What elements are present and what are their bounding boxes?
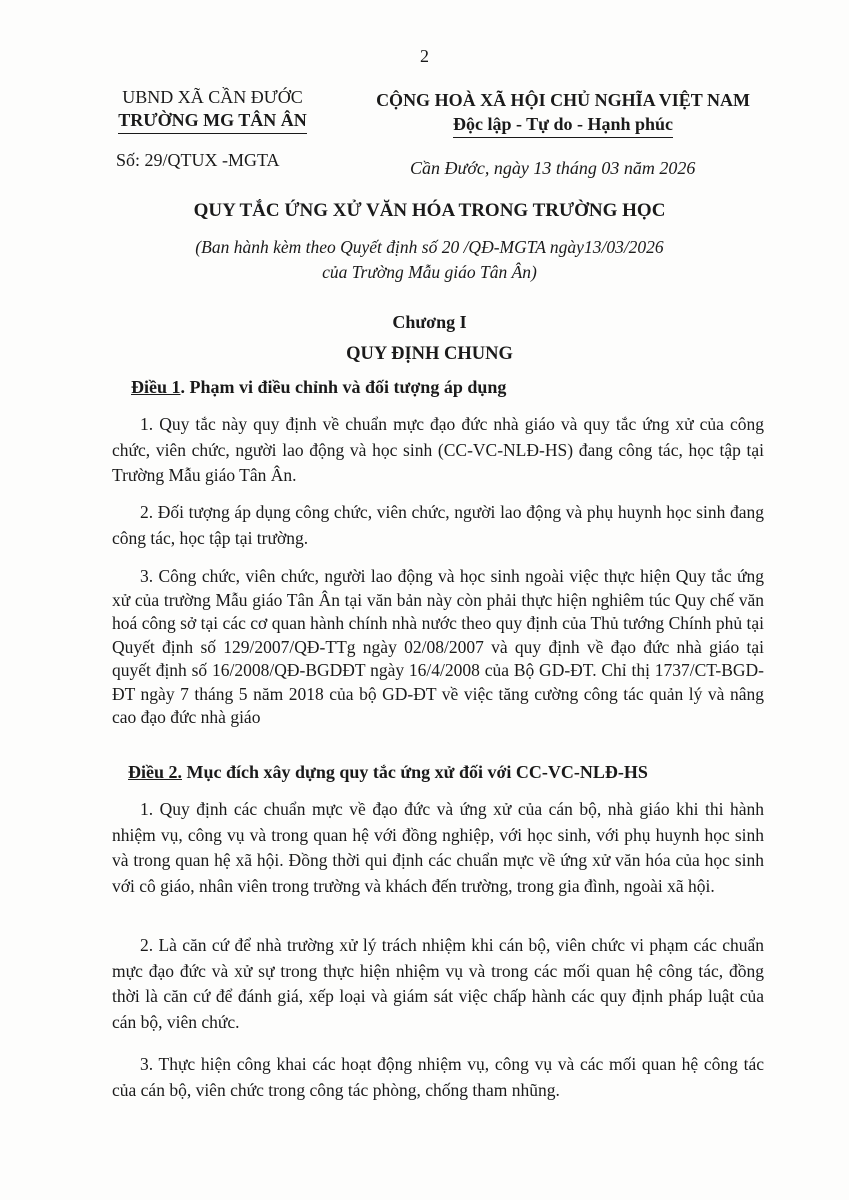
article-1-paragraph-2: 2. Đối tượng áp dụng công chức, viên chức, người lao động và phụ huynh học sinh đang công tác, học tập tại trường.: [112, 502, 764, 548]
national-motto: Độc lập - Tự do - Hạnh phúc: [453, 112, 673, 138]
article-2-paragraph-3: 3. Thực hiện công khai các hoạt động nhiệm vụ, công vụ và các mối quan hệ công tác của cán bộ, viên chức trong công tác phòng, chống tham nhũng.: [112, 1054, 764, 1100]
article-2-label: Điều 2.: [128, 762, 182, 782]
school-name: TRƯỜNG MG TÂN ÂN: [118, 109, 307, 134]
article-1-paragraph-1: 1. Quy tắc này quy định về chuẩn mực đạo đức nhà giáo và quy tắc ứng xử của công chức, viên chức, người lao động và học sinh (CC-VC-NLĐ-HS) đang công tác, học tập tại Trường Mẫu giáo Tân Ân.: [112, 414, 764, 485]
subtitle-line-1: (Ban hành kèm theo Quyết định số 20 /QĐ-MGTA ngày13/03/2026: [195, 237, 664, 257]
chapter-number: Chương I: [392, 312, 467, 332]
document-number: Số: 29/QTUX -MGTA: [116, 150, 280, 170]
article-1-heading: [131, 377, 506, 398]
issuing-organization: [100, 86, 325, 134]
article-2-paragraph-1: 1. Quy định các chuẩn mực về đạo đức và ứng xử của cán bộ, nhà giáo khi thi hành nhiệm vụ, công vụ và trong quan hệ với đồng nghiệp, với học sinh, với phụ huynh học sinh và trong quan hệ xã hội. Đồng thời qui định các chuẩn mực về ứng xử văn hóa của học sinh với cô giáo, nhân viên trong trường và khách đến trường, trong gia đình, ngoài xã hội.: [112, 799, 764, 896]
document-date: Cần Đước, ngày 13 tháng 03 năm 2026: [410, 158, 696, 178]
parent-organization: UBND XÃ CẦN ĐƯỚC: [122, 87, 303, 107]
national-header: [362, 88, 764, 138]
article-1-paragraph-3: 3. Công chức, viên chức, người lao động và học sinh ngoài việc thực hiện Quy tắc ứng xử của trường Mẫu giáo Tân Ân tại văn bản này còn phải thực hiện nghiêm túc Quy chế văn hoá công sở tại các cơ quan hành chính nhà nước theo quy định của Thủ tướng Chính phủ tại Quyết định số 129/2007/QĐ-TTg ngày 02/08/2007 và quy định về đạo đức nhà giáo tại quyết định số 16/2008/QĐ-BGDĐT ngày 16/4/2008 của Bộ GD-ĐT. Chỉ thị 1737/CT-BGD-ĐT ngày 7 tháng 5 năm 2018 của bộ GD-ĐT về việc tăng cường công tác quản lý và nâng cao đạo đức nhà giáo: [112, 566, 764, 727]
article-1-title: . Phạm vi điều chỉnh và đối tượng áp dụng: [180, 377, 507, 397]
article-2-paragraph-2: 2. Là căn cứ để nhà trường xử lý trách nhiệm khi cán bộ, viên chức vi phạm các chuẩn mực đạo đức và xử sự trong thực hiện nhiệm vụ và trong các mối quan hệ công tác, đồng thời là căn cứ để đánh giá, xếp loại và giám sát việc chấp hành các quy định pháp luật của cán bộ, viên chức.: [112, 935, 764, 1032]
article-2-heading: [128, 762, 648, 783]
chapter-title: QUY ĐỊNH CHUNG: [346, 344, 513, 364]
article-2-title: Mục đích xây dựng quy tắc ứng xử đối với CC-VC-NLĐ-HS: [182, 762, 648, 782]
document-subtitle: [0, 235, 849, 285]
article-1-label: Điều 1: [131, 377, 181, 397]
page-number: 2: [420, 46, 429, 66]
country-name: CỘNG HOÀ XÃ HỘI CHỦ NGHĨA VIỆT NAM: [376, 90, 750, 110]
document-title: QUY TẮC ỨNG XỬ VĂN HÓA TRONG TRƯỜNG HỌC: [193, 200, 666, 221]
subtitle-line-2: của Trường Mẫu giáo Tân Ân): [322, 262, 537, 282]
